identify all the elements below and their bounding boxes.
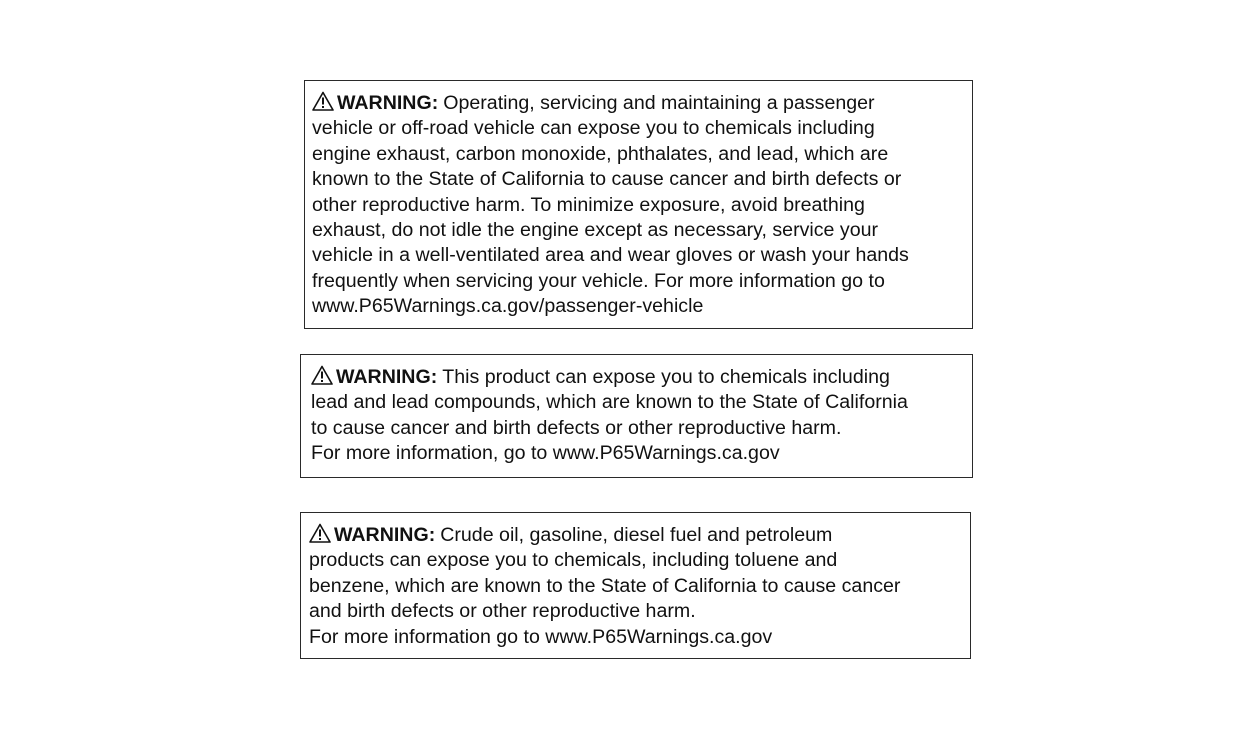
warning-text: vehicle or off-road vehicle can expose you to chemicals including	[312, 117, 875, 140]
warning-text: Crude oil, gasoline, diesel fuel and petroleum	[440, 524, 833, 546]
warning-text: lead and lead compounds, which are known to the State of California	[311, 391, 908, 414]
warning-text: to cause cancer and birth defects or other reproductive harm.	[311, 416, 842, 439]
warning-text: benzene, which are known to the State of California to cause cancer	[309, 574, 901, 597]
warning-triangle-icon	[309, 523, 331, 543]
warning-line	[311, 365, 966, 390]
warning-text: Operating, servicing and maintaining a passenger	[443, 92, 875, 114]
warning-url: For more information, go to www.P65Warnings.ca.gov	[311, 442, 780, 465]
warning-label: WARNING:	[336, 366, 438, 388]
warning-text: and birth defects or other reproductive harm.	[309, 600, 696, 623]
warning-label: WARNING:	[337, 92, 439, 114]
warning-text: vehicle in a well-ventilated area and wear gloves or wash your hands	[312, 244, 909, 267]
warning-box-petroleum	[300, 512, 971, 659]
warning-text: engine exhaust, carbon monoxide, phthalates, and lead, which are	[312, 142, 889, 165]
warning-line	[312, 91, 966, 116]
warning-text: This product can expose you to chemicals including	[442, 366, 890, 388]
warning-text: products can expose you to chemicals, including toluene and	[309, 549, 838, 572]
warning-text: frequently when servicing your vehicle. For more information go to	[312, 269, 885, 292]
warning-text: other reproductive harm. To minimize exposure, avoid breathing	[312, 193, 865, 216]
warning-label: WARNING:	[334, 524, 436, 546]
warning-text: known to the State of California to cause cancer and birth defects or	[312, 168, 902, 191]
warning-text: exhaust, do not idle the engine except as necessary, service your	[312, 219, 879, 242]
warning-box-lead-compounds	[300, 354, 973, 478]
warning-triangle-icon	[311, 365, 333, 385]
warning-box-passenger-vehicle	[304, 80, 973, 329]
warning-url: For more information go to www.P65Warnings.ca.gov	[309, 625, 773, 648]
warning-url: www.P65Warnings.ca.gov/passenger-vehicle	[312, 295, 704, 318]
warning-triangle-icon	[312, 91, 334, 111]
warning-line	[309, 523, 964, 548]
